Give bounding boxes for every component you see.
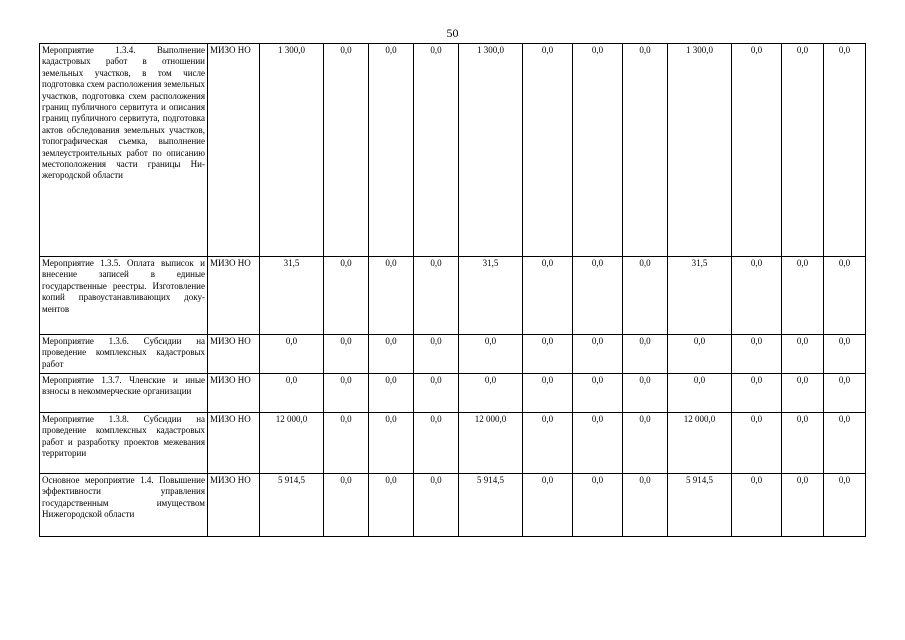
value-cell: 0,0	[782, 474, 824, 537]
executor-cell: МИЗО НО	[208, 474, 260, 537]
value-cell: 0,0	[369, 257, 414, 335]
value-cell: 0,0	[732, 335, 782, 374]
value-cell: 0,0	[573, 413, 623, 474]
value-cell: 0,0	[324, 374, 369, 413]
value-cell: 0,0	[623, 413, 668, 474]
value-cell: 0,0	[459, 374, 523, 413]
value-cell: 0,0	[523, 257, 573, 335]
value-cell: 0,0	[573, 374, 623, 413]
value-cell: 0,0	[573, 257, 623, 335]
value-cell: 0,0	[523, 374, 573, 413]
value-cell: 0,0	[324, 257, 369, 335]
activity-description: Мероприятие 1.3.4. Выполнение кадастровых работ в отношении земельных участков, в том числе подготовка схем расположения земельных участков, подготовка схем расположения границ публичного сервитута и описания границ публичного сервитута, подготовка актов обследования земельных участков, топографическая съемка, выполнение землеустроительных работ по описанию местоположения части границы Нижегородской области	[40, 44, 208, 257]
activity-description: Мероприятие 1.3.5. Оплата выписок и внесение записей в единые государственные реестры. Изготовление копий правоустанавливающих документов	[40, 257, 208, 335]
table-row	[40, 413, 866, 474]
value-cell: 0,0	[623, 257, 668, 335]
value-cell: 5 914,5	[260, 474, 324, 537]
value-cell: 0,0	[523, 44, 573, 257]
value-cell: 0,0	[782, 257, 824, 335]
activity-description: Основное мероприятие 1.4. Повышение эффективности управления государственным имуществом Нижегородской области	[40, 474, 208, 537]
value-cell: 0,0	[573, 44, 623, 257]
value-cell: 0,0	[260, 374, 324, 413]
table-row	[40, 374, 866, 413]
executor-cell: МИЗО НО	[208, 257, 260, 335]
value-cell: 12 000,0	[668, 413, 732, 474]
value-cell: 0,0	[324, 335, 369, 374]
value-cell: 0,0	[668, 335, 732, 374]
table-row	[40, 44, 866, 257]
value-cell: 0,0	[824, 474, 866, 537]
value-cell: 0,0	[459, 335, 523, 374]
activity-description: Мероприятие 1.3.8. Субсидии на проведение комплексных кадастровых работ и разработку проектов межевания территории	[40, 413, 208, 474]
value-cell: 0,0	[369, 374, 414, 413]
value-cell: 5 914,5	[668, 474, 732, 537]
value-cell: 0,0	[623, 374, 668, 413]
value-cell: 1 300,0	[459, 44, 523, 257]
value-cell: 0,0	[414, 44, 459, 257]
value-cell: 0,0	[260, 335, 324, 374]
value-cell: 0,0	[523, 413, 573, 474]
value-cell: 0,0	[369, 44, 414, 257]
value-cell: 0,0	[623, 474, 668, 537]
value-cell: 0,0	[732, 413, 782, 474]
value-cell: 31,5	[260, 257, 324, 335]
value-cell: 0,0	[824, 374, 866, 413]
table-row	[40, 474, 866, 537]
activity-description: Мероприятие 1.3.7. Членские и иные взносы в некоммерческие организации	[40, 374, 208, 413]
value-cell: 0,0	[782, 374, 824, 413]
value-cell: 0,0	[573, 474, 623, 537]
value-cell: 0,0	[573, 335, 623, 374]
page-number: 50	[446, 26, 459, 40]
value-cell: 0,0	[668, 374, 732, 413]
executor-cell: МИЗО НО	[208, 44, 260, 257]
value-cell: 12 000,0	[459, 413, 523, 474]
value-cell: 31,5	[459, 257, 523, 335]
value-cell: 0,0	[732, 44, 782, 257]
executor-cell: МИЗО НО	[208, 374, 260, 413]
value-cell: 12 000,0	[260, 413, 324, 474]
value-cell: 0,0	[414, 257, 459, 335]
value-cell: 0,0	[414, 474, 459, 537]
table-row	[40, 335, 866, 374]
value-cell: 0,0	[623, 335, 668, 374]
value-cell: 31,5	[668, 257, 732, 335]
table-row	[40, 257, 866, 335]
value-cell: 0,0	[523, 474, 573, 537]
value-cell: 5 914,5	[459, 474, 523, 537]
activity-description: Мероприятие 1.3.6. Субсидии на проведение комплексных кадастровых работ	[40, 335, 208, 374]
value-cell: 0,0	[623, 44, 668, 257]
value-cell: 0,0	[732, 257, 782, 335]
value-cell: 0,0	[824, 335, 866, 374]
value-cell: 0,0	[369, 335, 414, 374]
value-cell: 0,0	[824, 44, 866, 257]
value-cell: 0,0	[732, 374, 782, 413]
value-cell: 0,0	[824, 257, 866, 335]
value-cell: 1 300,0	[260, 44, 324, 257]
value-cell: 0,0	[782, 335, 824, 374]
budget-table	[39, 43, 866, 537]
executor-cell: МИЗО НО	[208, 335, 260, 374]
value-cell: 0,0	[369, 474, 414, 537]
value-cell: 0,0	[824, 413, 866, 474]
value-cell: 0,0	[324, 44, 369, 257]
executor-cell: МИЗО НО	[208, 413, 260, 474]
value-cell: 0,0	[414, 374, 459, 413]
value-cell: 0,0	[782, 44, 824, 257]
value-cell: 0,0	[324, 474, 369, 537]
value-cell: 0,0	[782, 413, 824, 474]
value-cell: 0,0	[369, 413, 414, 474]
value-cell: 0,0	[324, 413, 369, 474]
value-cell: 1 300,0	[668, 44, 732, 257]
value-cell: 0,0	[414, 413, 459, 474]
value-cell: 0,0	[732, 474, 782, 537]
value-cell: 0,0	[523, 335, 573, 374]
value-cell: 0,0	[414, 335, 459, 374]
